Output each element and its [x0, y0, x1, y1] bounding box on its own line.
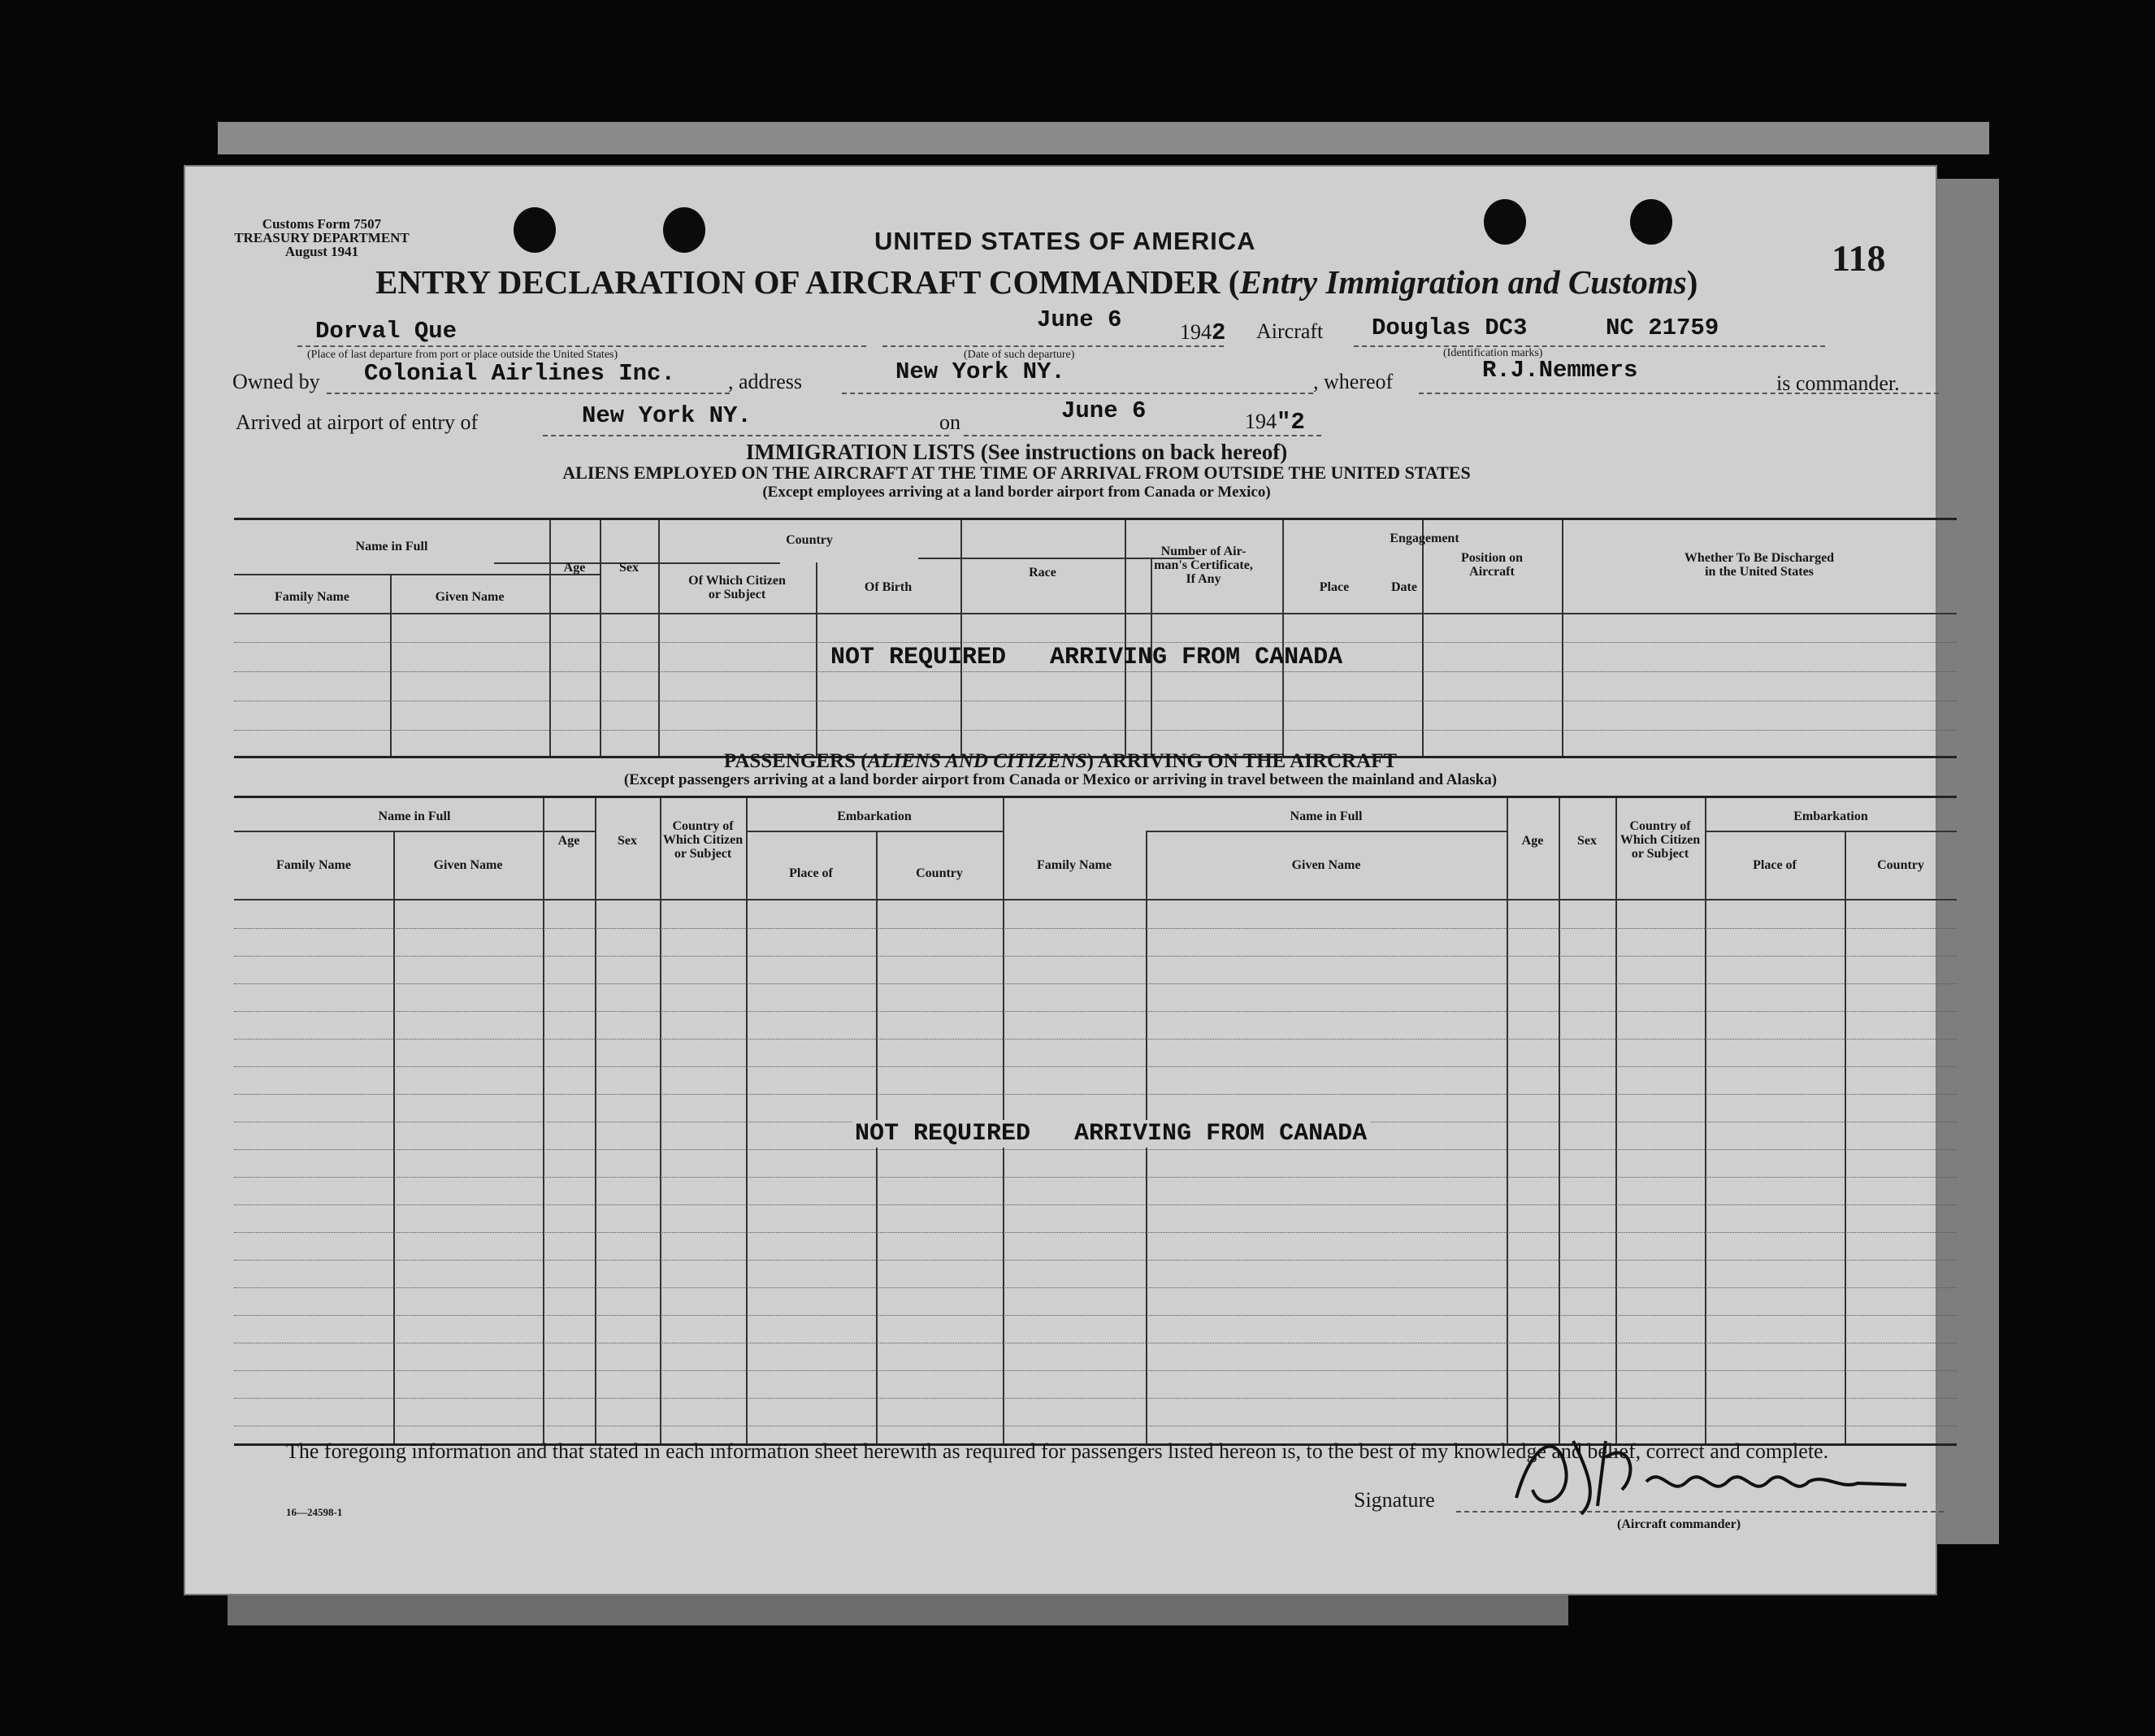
- whereof-label: , whereof: [1313, 370, 1394, 393]
- signature-caption: (Aircraft commander): [1617, 1517, 1741, 1531]
- aircraft-label: Aircraft: [1256, 319, 1324, 343]
- certification-statement: The foregoing information and that stated in each information sheet herewith as required for passengers listed hereon is, to the best of my knowledge and belief, correct and complete.: [286, 1439, 1829, 1463]
- table-row: [234, 1094, 1957, 1095]
- departure-place-caption: (Place of last departure from port or place outside the United States): [307, 349, 618, 361]
- form-id-block: [232, 217, 411, 258]
- crew-header-family: Family Name: [275, 590, 349, 604]
- crew-header-age: Age: [563, 561, 586, 575]
- form-date: August 1941: [284, 244, 359, 259]
- crew-header-position: Position on Aircraft: [1460, 551, 1523, 579]
- page-number: 118: [1832, 237, 1886, 279]
- table-row: [234, 1260, 1957, 1261]
- form-sheet: [184, 165, 1937, 1595]
- punch-hole: [514, 207, 556, 253]
- arrival-on-label: on: [939, 410, 960, 434]
- departure-year: 1942: [1180, 319, 1226, 346]
- punch-hole: [1484, 199, 1526, 245]
- customs-form-number: Customs Form 7507: [262, 216, 382, 232]
- background-sheet: [228, 1593, 1568, 1625]
- table-row: [234, 983, 1957, 984]
- crew-header-sex: Sex: [619, 561, 639, 575]
- table-row: [234, 1370, 1957, 1371]
- departure-place: Dorval Que: [315, 318, 457, 345]
- pax-header-sex: Sex: [618, 834, 637, 848]
- form-code: 16—24598-1: [286, 1506, 343, 1518]
- crew-header-date: Date: [1391, 580, 1417, 594]
- passengers-title: PASSENGERS (ALIENS AND CITIZENS) ARRIVING ON THE AIRCRAFT: [723, 750, 1398, 772]
- pax-header-family: Family Name: [276, 858, 351, 872]
- arrival-year: 194"2: [1245, 409, 1305, 436]
- aliens-title: ALIENS EMPLOYED ON THE AIRCRAFT AT THE TIME OF ARRIVAL FROM OUTSIDE THE UNITED STATES: [562, 462, 1471, 483]
- pax-header-place-2: Place of: [1753, 858, 1797, 872]
- arrival-date: June 6: [1061, 397, 1147, 424]
- arrival-airport: New York NY.: [582, 402, 752, 429]
- crew-header-birth: Of Birth: [864, 580, 913, 594]
- pax-not-required-stamp: NOT REQUIRED ARRIVING FROM CANADA: [852, 1120, 1370, 1148]
- crew-header-race: Race: [1029, 566, 1056, 579]
- pax-header-name-2: Name in Full: [1290, 809, 1363, 823]
- pax-header-age-2: Age: [1521, 834, 1544, 848]
- main-title: ENTRY DECLARATION OF AIRCRAFT COMMANDER (Entry Immigration and Customs): [375, 263, 1698, 301]
- commander-suffix: is commander.: [1776, 371, 1900, 395]
- crew-table: [234, 518, 1957, 758]
- table-row: [234, 1011, 1957, 1012]
- punch-hole: [1630, 199, 1672, 245]
- crew-not-required-stamp: NOT REQUIRED ARRIVING FROM CANADA: [830, 644, 1343, 671]
- signature-label: Signature: [1354, 1488, 1435, 1512]
- departure-date: June 6: [1037, 306, 1122, 333]
- owned-by-label: Owned by: [232, 370, 320, 393]
- crew-header-discharged: Whether To Be Discharged in the United States: [1684, 551, 1835, 579]
- departure-date-caption: (Date of such departure): [964, 349, 1075, 361]
- table-row: [234, 1066, 1957, 1067]
- aliens-subtitle: (Except employees arriving at a land border airport from Canada or Mexico): [762, 484, 1271, 501]
- table-row: [234, 1398, 1957, 1399]
- pax-header-country-2: Country: [1877, 858, 1924, 872]
- owner-address: New York NY.: [895, 358, 1065, 385]
- table-row: [234, 956, 1957, 957]
- pax-header-given-2: Given Name: [1291, 858, 1361, 872]
- country-title: UNITED STATES OF AMERICA: [874, 227, 1256, 255]
- crew-header-engagement: Engagement: [1390, 532, 1459, 545]
- crew-header-country: Country: [786, 533, 833, 547]
- commander-name: R.J.Nemmers: [1482, 357, 1638, 384]
- aircraft-type: Douglas DC3: [1372, 315, 1528, 341]
- owner-name: Colonial Airlines Inc.: [364, 360, 675, 387]
- crew-header-name: Name in Full: [355, 540, 428, 553]
- pax-header-age: Age: [557, 834, 580, 848]
- pax-header-embarkation-2: Embarkation: [1793, 809, 1868, 823]
- pax-header-given: Given Name: [433, 858, 503, 872]
- table-row: [234, 1315, 1957, 1316]
- aircraft-id: NC 21759: [1606, 315, 1719, 341]
- pax-header-embarkation: Embarkation: [837, 809, 912, 823]
- commander-signature: [1500, 1408, 1923, 1530]
- aircraft-caption: (Identification marks): [1443, 347, 1543, 359]
- pax-header-family-2: Family Name: [1037, 858, 1112, 872]
- department: TREASURY DEPARTMENT: [234, 230, 410, 245]
- table-row: [234, 1204, 1957, 1205]
- table-row: [234, 1149, 1957, 1150]
- address-label: , address: [728, 370, 802, 393]
- passengers-subtitle: (Except passengers arriving at a land border airport from Canada or Mexico or arriving in travel between the mainland and Alaska): [623, 771, 1498, 788]
- table-row: [234, 928, 1957, 929]
- crew-header-certificate: Number of Air- man's Certificate, If Any: [1154, 545, 1253, 586]
- table-row: [234, 1232, 1957, 1233]
- table-row: [234, 1177, 1957, 1178]
- crew-header-place: Place: [1319, 580, 1350, 594]
- crew-header-citizen: Of Which Citizen or Subject: [688, 574, 786, 601]
- punch-hole: [663, 207, 705, 253]
- pax-header-citizen-2: Country of Which Citizen or Subject: [1620, 819, 1701, 861]
- pax-header-citizen: Country of Which Citizen or Subject: [662, 819, 744, 861]
- table-row: [234, 1287, 1957, 1288]
- arrival-label: Arrived at airport of entry of: [236, 410, 479, 434]
- immigration-title: IMMIGRATION LISTS (See instructions on back hereof): [745, 440, 1288, 464]
- pax-header-name: Name in Full: [378, 809, 451, 823]
- background-sheet: [218, 122, 1989, 154]
- pax-header-country: Country: [916, 866, 963, 880]
- pax-header-place: Place of: [789, 866, 833, 880]
- pax-header-sex-2: Sex: [1577, 834, 1597, 848]
- crew-header-given: Given Name: [435, 590, 505, 604]
- passengers-table: [234, 796, 1957, 1446]
